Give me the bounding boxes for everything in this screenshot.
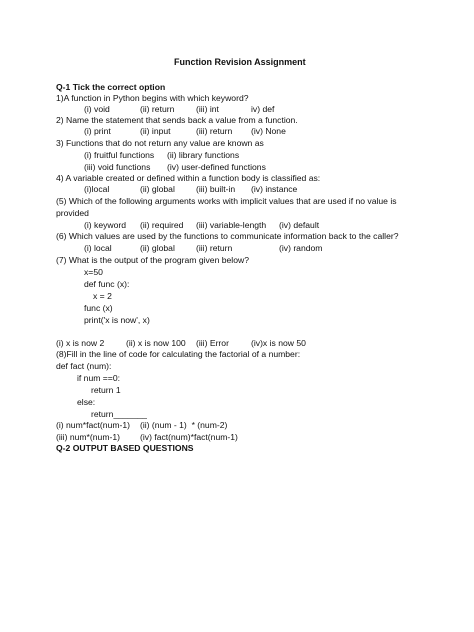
q1-item-2-option-3: (iii) return xyxy=(196,126,233,136)
q1-item-7-code-line-3: x = 2 xyxy=(93,291,112,301)
q1-item-2-question: 2) Name the statement that sends back a value from a function. xyxy=(56,115,298,125)
q1-item-7-code-line-4: func (x) xyxy=(84,303,113,313)
q1-item-7-code-line-1: x=50 xyxy=(84,267,103,277)
q1-item-2-option-2: (ii) input xyxy=(140,126,171,136)
q1-item-4-option-2: (ii) global xyxy=(140,184,175,194)
q1-item-2-option-1: (i) print xyxy=(84,126,111,136)
q1-item-7-option-4: (iv)x is now 50 xyxy=(251,338,306,348)
q1-item-1-question: 1)A function in Python begins with which keyword? xyxy=(56,93,249,103)
q1-item-4-option-1: (i)local xyxy=(84,184,110,194)
q1-item-8-code-line-3: return 1 xyxy=(91,385,121,395)
q1-item-3-option-1: (i) fruitful functions xyxy=(84,150,155,160)
q1-item-4-question: 4) A variable created or defined within a function body is classified as: xyxy=(56,173,321,183)
q1-item-7-option-3: (iii) Error xyxy=(196,338,229,348)
q1-item-1-option-3: (iii) int xyxy=(196,104,219,114)
q1-item-8-question: (8)Fill in the line of code for calculating the factorial of a number: xyxy=(56,349,301,359)
q1-item-5-option-3: (iii) variable-length xyxy=(196,220,267,230)
q1-heading: Q-1 Tick the correct option xyxy=(56,82,166,92)
q1-item-1-option-4: iv) def xyxy=(251,104,275,114)
q1-item-8-option-2: (ii) (num - 1) * (num-2) xyxy=(140,420,228,430)
q1-item-6-option-2: (ii) global xyxy=(140,243,175,253)
q1-item-3-question: 3) Functions that do not return any value are known as xyxy=(56,138,264,148)
q1-item-8-option-1: (i) num*fact(num-1) xyxy=(56,420,131,430)
q1-item-8-code-line-4: else: xyxy=(77,397,96,407)
q1-item-3-option-4: (iv) user-defined functions xyxy=(167,162,266,172)
q1-item-3-option-2: (ii) library functions xyxy=(167,150,240,160)
q1-item-5-option-1: (i) keyword xyxy=(84,220,127,230)
q1-item-8-code-line-2: if num ==0: xyxy=(77,373,120,383)
q2-heading: Q-2 OUTPUT BASED QUESTIONS xyxy=(56,443,194,453)
q1-item-6-option-4: (iv) random xyxy=(279,243,323,253)
q1-item-5-question-line-1: (5) Which of the following arguments works with implicit values that are used if no value is xyxy=(56,196,397,206)
q1-item-3-option-3: (iii) void functions xyxy=(84,162,151,172)
q1-item-6-question: (6) Which values are used by the functions to communicate information back to the caller? xyxy=(56,231,399,241)
q1-item-7-code-line-5: print('x is now', x) xyxy=(84,315,150,325)
q1-item-7-code-line-2: def func (x): xyxy=(84,279,130,289)
q1-item-7-option-1: (i) x is now 2 xyxy=(56,338,105,348)
q1-item-5-option-4: (iv) default xyxy=(279,220,320,230)
q1-item-6-option-3: (iii) return xyxy=(196,243,233,253)
q1-item-7-option-2: (ii) x is now 100 xyxy=(126,338,186,348)
q1-item-5-question-line-2: provided xyxy=(56,208,89,218)
q1-item-7-question: (7) What is the output of the program given below? xyxy=(56,255,249,265)
q1-item-1-option-1: (i) void xyxy=(84,104,110,114)
q1-item-6-option-1: (i) local xyxy=(84,243,112,253)
page-title: Function Revision Assignment xyxy=(174,57,306,67)
q1-item-8-option-4: (iv) fact(num)*fact(num-1) xyxy=(140,432,238,442)
q1-item-5-option-2: (ii) required xyxy=(140,220,184,230)
q1-item-4-option-4: (iv) instance xyxy=(251,184,298,194)
q1-item-8-code-line-1: def fact (num): xyxy=(56,361,112,371)
q1-item-1-option-2: (ii) return xyxy=(140,104,175,114)
q1-item-2-option-4: (iv) None xyxy=(251,126,286,136)
q1-item-8-code-line-5: return_______ xyxy=(91,409,147,419)
q1-item-8-option-3: (iii) num*(num-1) xyxy=(56,432,120,442)
q1-item-4-option-3: (iii) built-in xyxy=(196,184,236,194)
